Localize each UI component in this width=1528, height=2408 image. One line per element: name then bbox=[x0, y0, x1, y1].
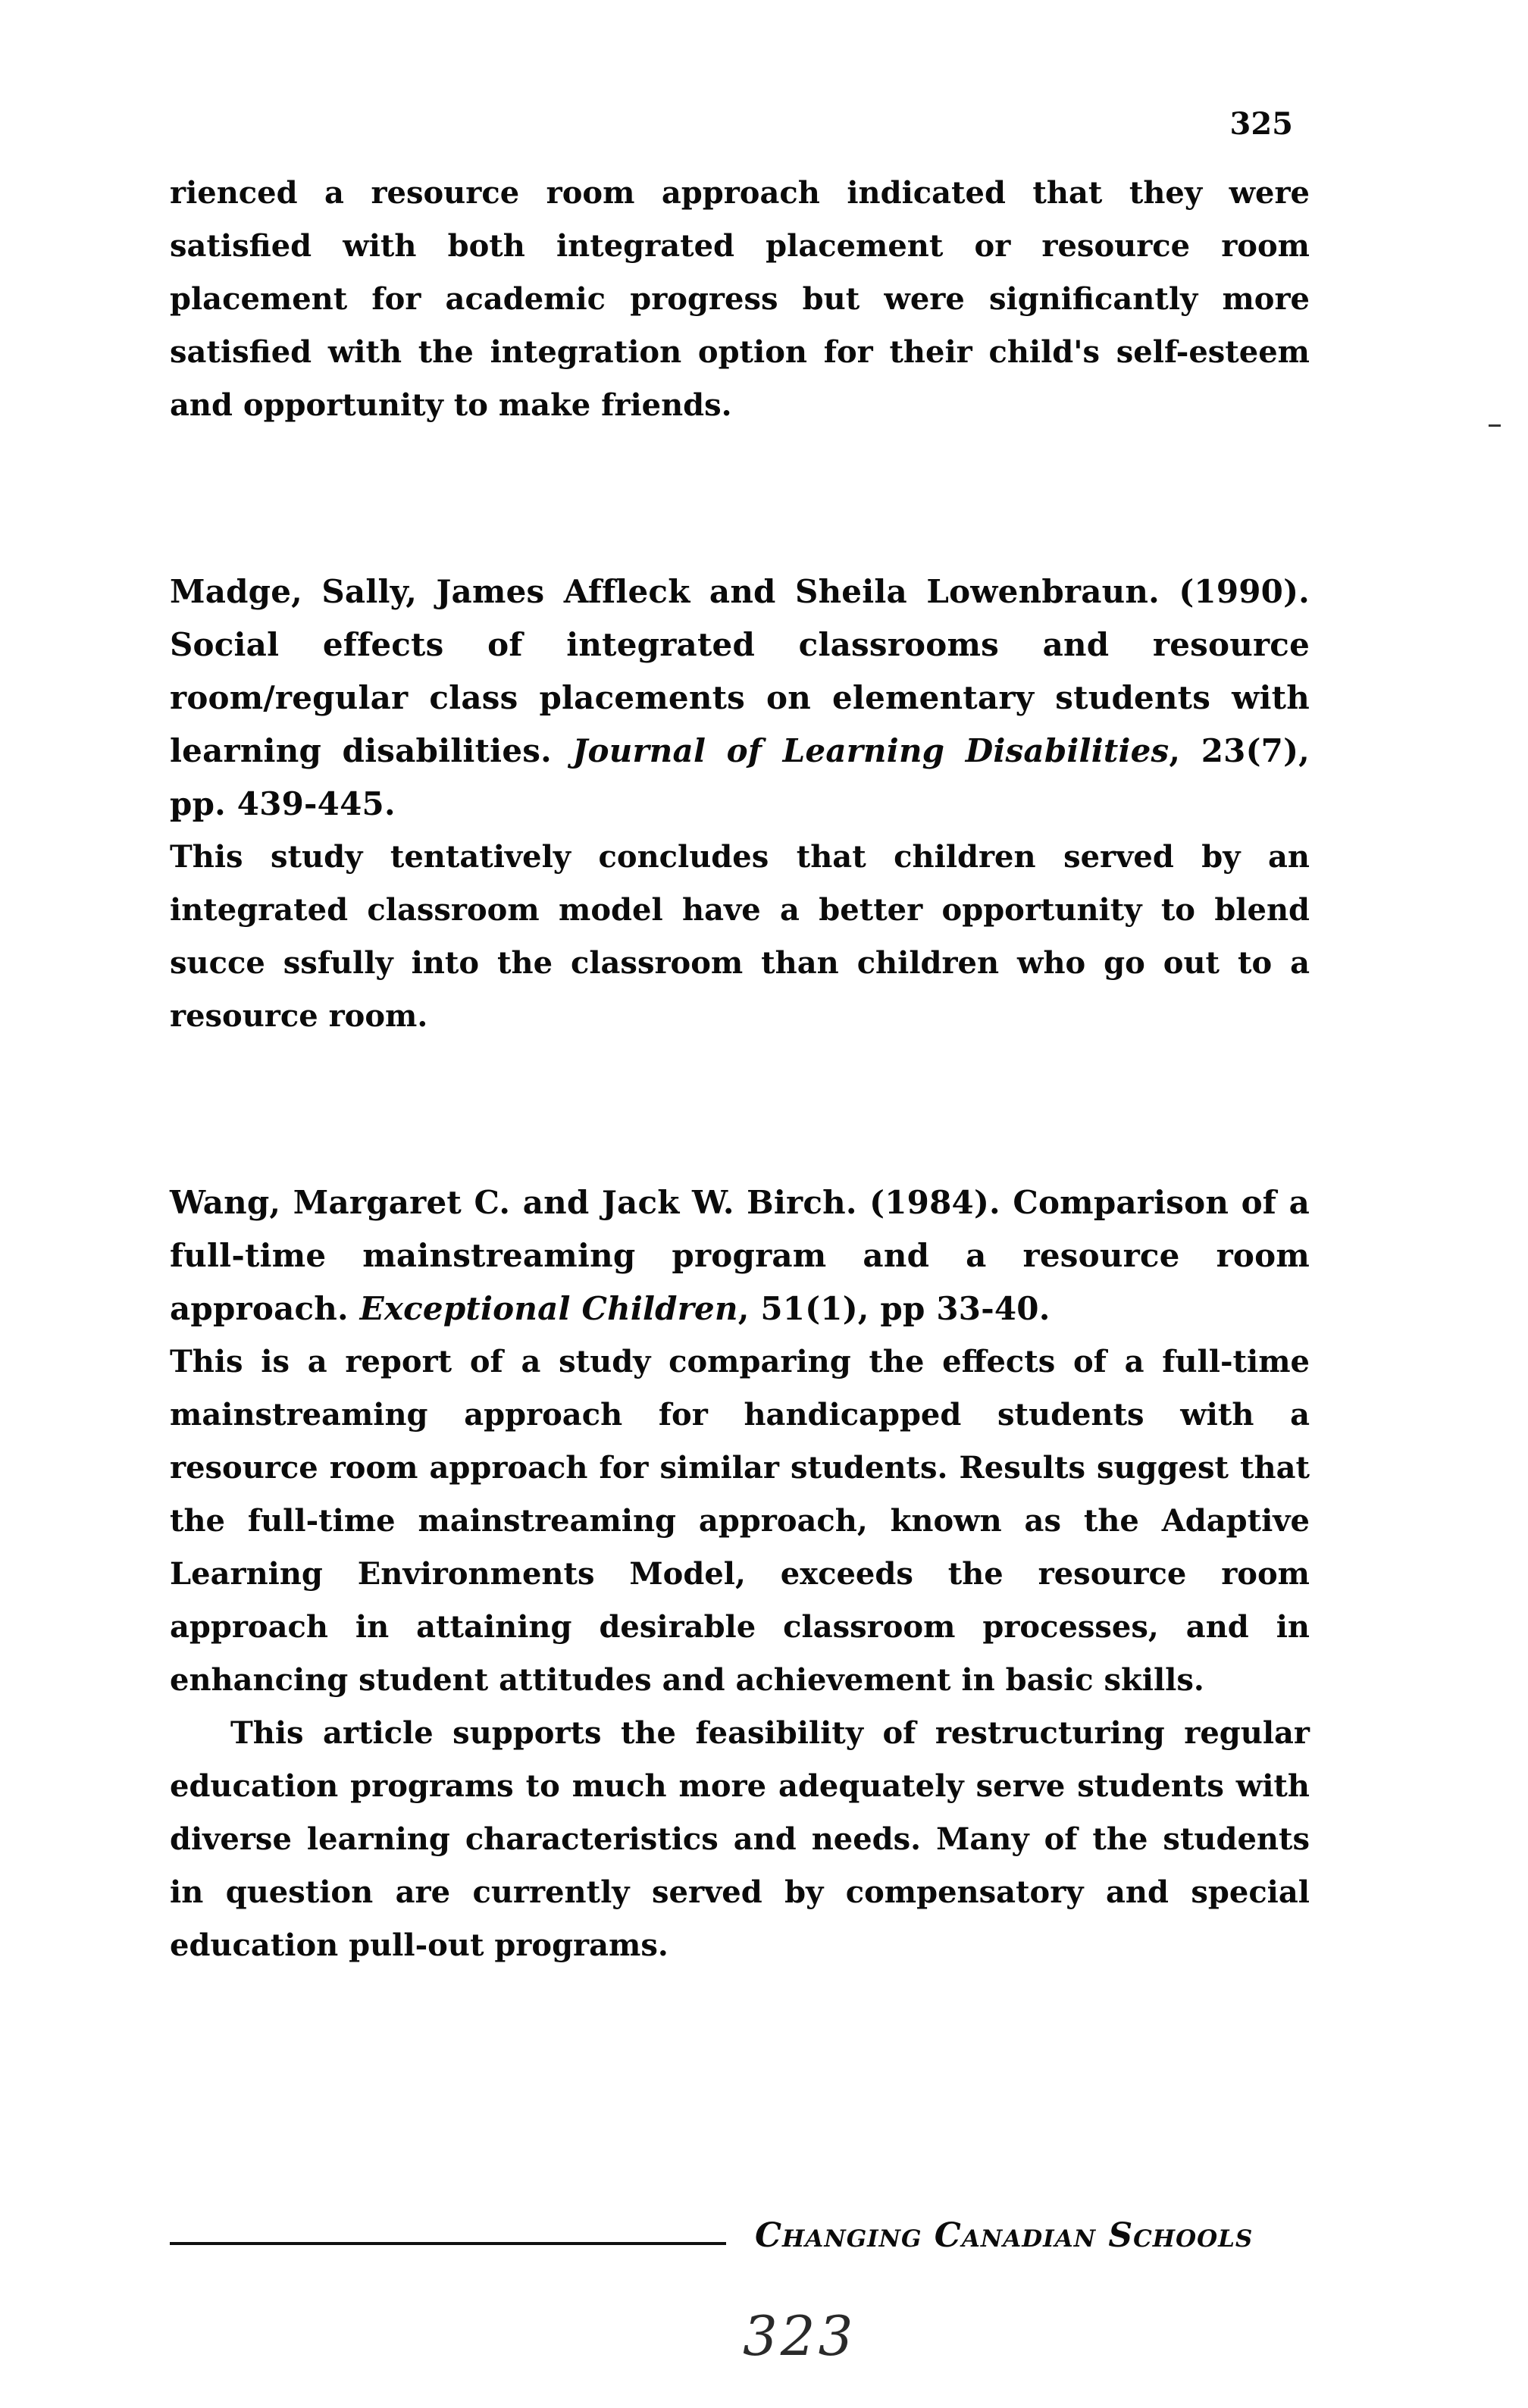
summary-paragraph: This article supports the feasibility of restructuring regular education programs to much more adequately serve students with diverse learning characteristics and needs. Many of the students in question are currently served by compensatory and special education pull-out programs. bbox=[170, 1715, 1310, 1963]
citation-details: , 23(7), pp. 439-445. bbox=[170, 732, 1310, 822]
footer-rule bbox=[170, 2242, 726, 2245]
page-number: 325 bbox=[1229, 106, 1293, 142]
summary-paragraph: This study tentatively concludes that children served by an integrated classroom model have a better opportunity to blend succe ssfully into the classroom than children who go out to a resource room. bbox=[170, 839, 1310, 1034]
bibliography-entry-madge bbox=[170, 565, 1310, 1043]
citation bbox=[170, 565, 1310, 831]
margin-mark bbox=[1489, 424, 1501, 427]
footer-publication-title: Changing Canadian Schools bbox=[755, 2216, 1254, 2255]
scan-page-mark: 323 bbox=[743, 2304, 856, 2368]
bibliography-entry-wang bbox=[170, 1176, 1310, 1972]
citation-text: Wang, Margaret C. and Jack W. Birch. (1984). Comparison of a full-time mainstreaming program and a resource room approach. bbox=[170, 1184, 1310, 1327]
summary-paragraph: This is a report of a study comparing the effects of a full-time mainstreaming approach for handicapped students with a resource room approach for similar students. Results suggest that the full-time mainstreaming approach, known as the Adaptive Learning Environments Model, exceeds the resource room approach in attaining desirable classroom processes, and in enhancing student attitudes and achievement in basic skills. bbox=[170, 1344, 1310, 1698]
text-column bbox=[170, 167, 1310, 1972]
citation bbox=[170, 1176, 1310, 1336]
citation-text: Madge, Sally, James Affleck and Sheila Lowenbraun. (1990). Social effects of integrated classrooms and resource room/regular class placements on elementary students with learning disabilities. bbox=[170, 573, 1310, 769]
journal-title: Exceptional Children bbox=[359, 1290, 738, 1327]
journal-title: Journal of Learning Disabilities bbox=[572, 732, 1169, 769]
citation-details: , 51(1), pp 33-40. bbox=[737, 1290, 1050, 1327]
intro-paragraph: rienced a resource room approach indicated that they were satisfied with both integrated placement or resource room placement for academic progress but were significantly more satisfied with the integration option for their child's self-esteem and opportunity to make friends. bbox=[170, 175, 1310, 423]
